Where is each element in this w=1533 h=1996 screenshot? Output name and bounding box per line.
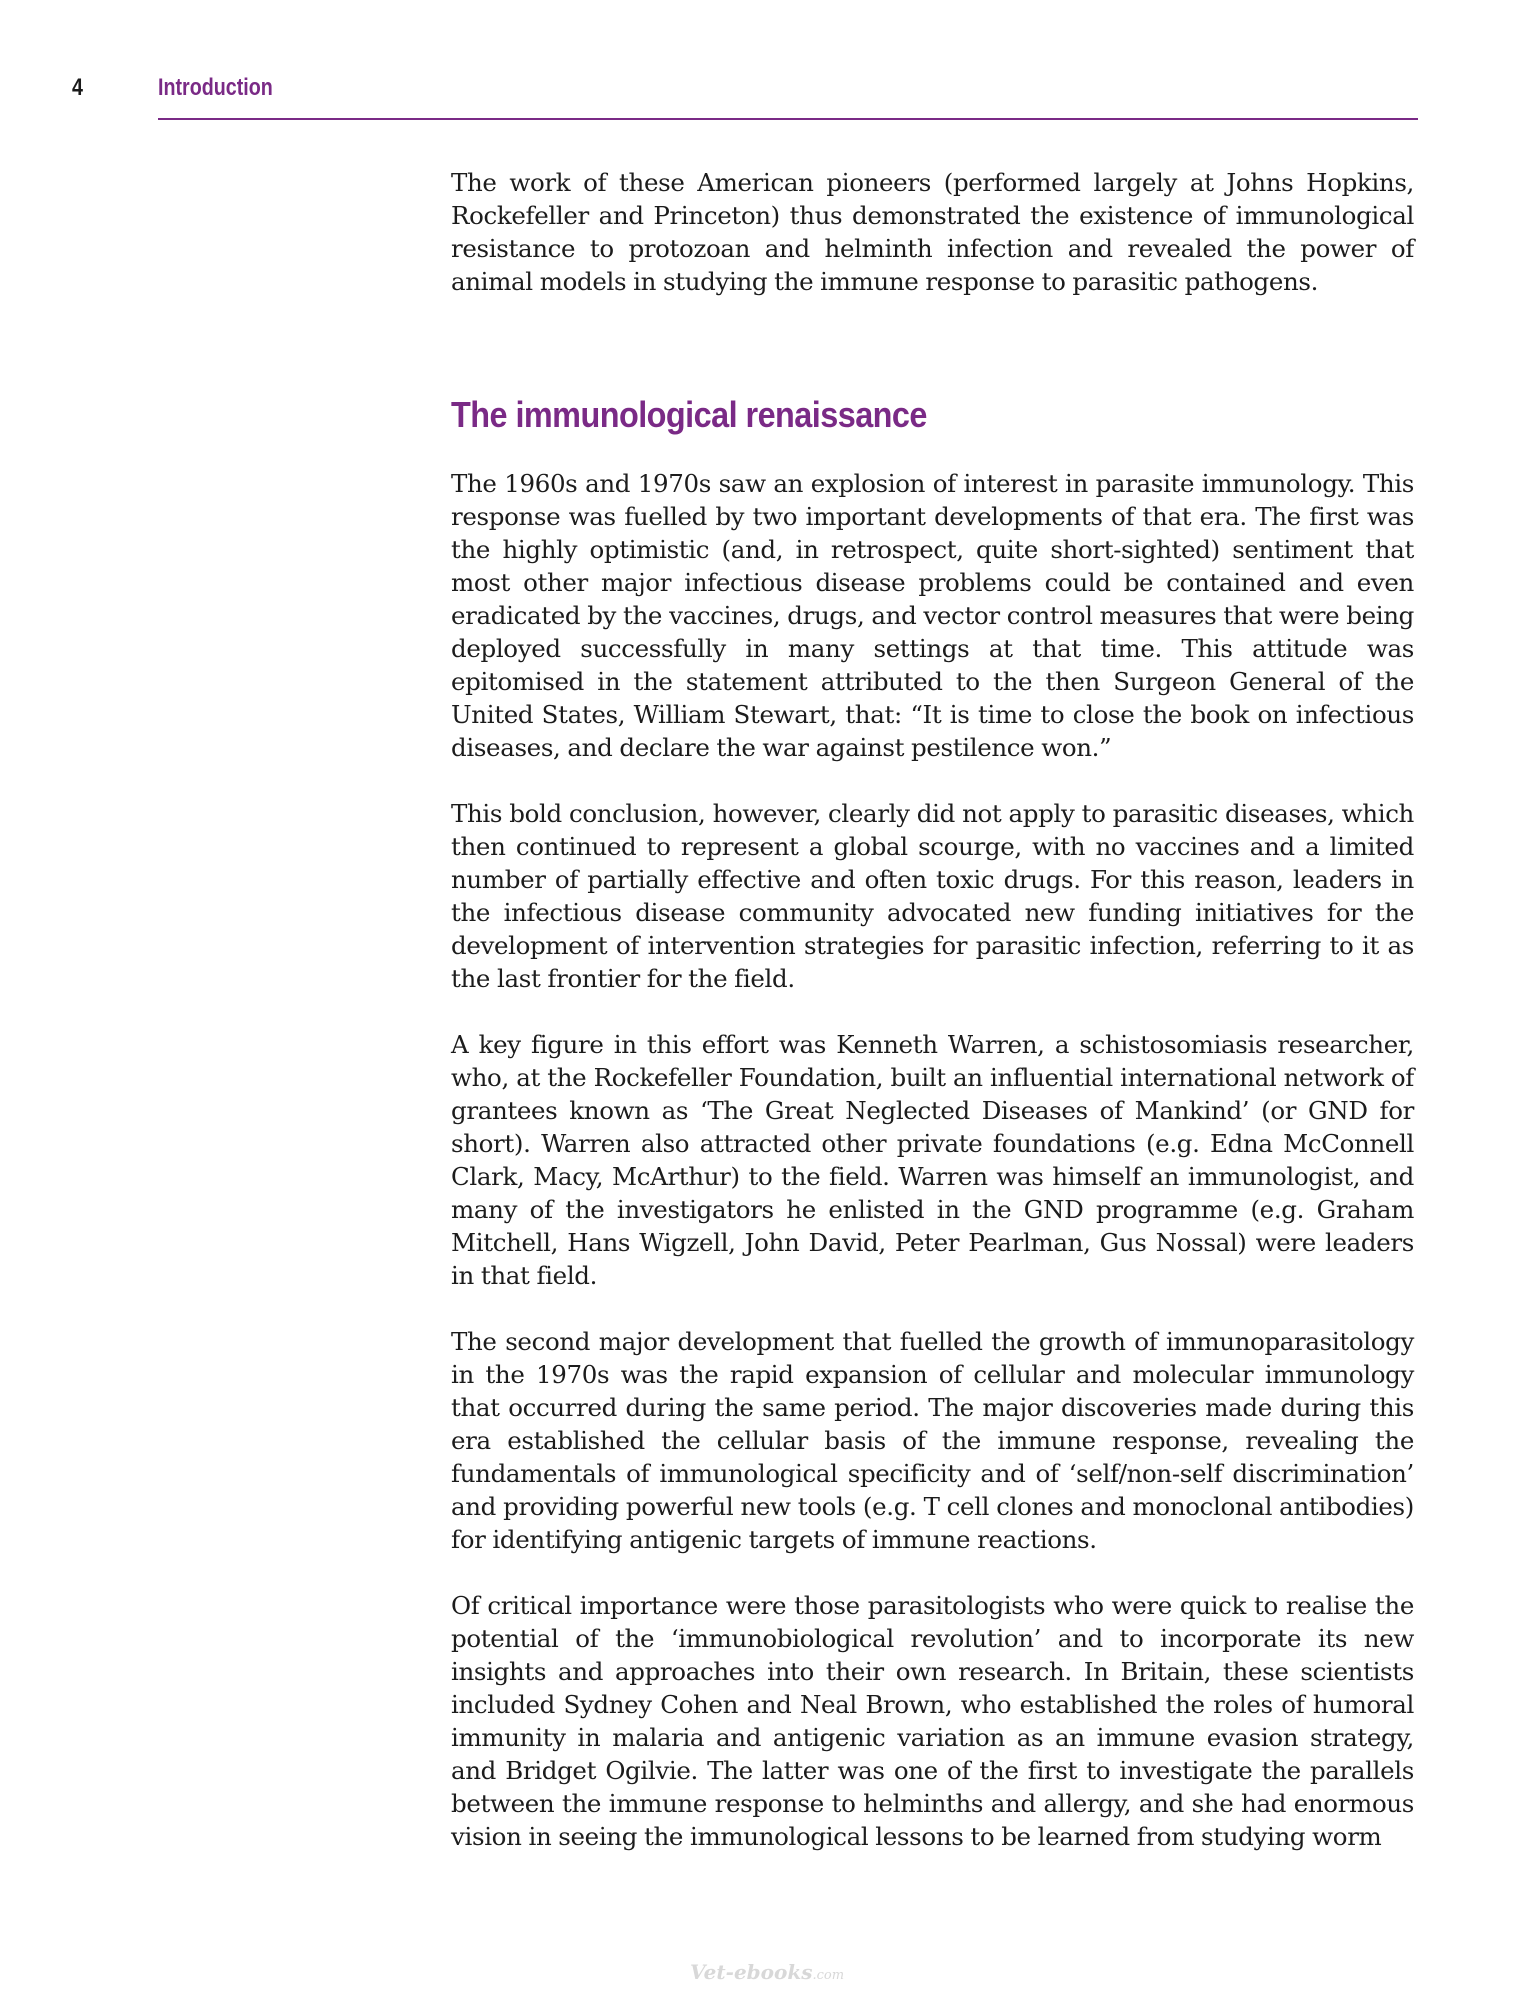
paragraph-5: The second major development that fuelled the growth of immunoparasitology in the 1970s was the rapid expansion of cellular and molecular immunology that occurred during the same period. The major discoveries made during this era established the cellular basis of the immune response, revealing the fundamentals of immunological specificity and of ‘self/non-self discrimination’ and providing powerful new tools (e.g. T cell clones and monoclonal antibodies) for identifying antigenic targets of immune reactions. [451, 1327, 1414, 1554]
watermark-text: Vet-ebooks [690, 1960, 813, 1984]
header-rule [158, 118, 1418, 120]
page-number: 4 [72, 74, 83, 101]
paragraph-2: The 1960s and 1970s saw an explosion of interest in parasite immunology. This response was fuelled by two important developments of that era. The first was the highly optimistic (and, in retrospect, quite short-sighted) sentiment that most other major infectious disease problems could be contained and even eradicated by the vaccines, drugs, and vector control measures that were being deployed successfully in many settings at that time. This attitude was epitomised in the statement attributed to the then Surgeon General of the United States, William Stewart, that: “It is time to close the book on infectious diseases, and declare the war against pestilence won.” [451, 469, 1414, 762]
paragraph-1: The work of these American pioneers (performed largely at Johns Hopkins, Rockefeller and Princeton) thus demonstrated the existence of immunological resistance to protozoan and helminth infection and revealed the power of animal models in studying the immune response to parasitic pathogens. [451, 168, 1414, 296]
paragraph-3: This bold conclusion, however, clearly did not apply to parasitic diseases, which then continued to represent a global scourge, with no vaccines and a limited number of partially effective and often toxic drugs. For this reason, leaders in the infectious disease community advocated new funding initiatives for the development of intervention strategies for parasitic infection, referring to it as the last frontier for the field. [451, 799, 1414, 993]
paragraph-6: Of critical importance were those parasitologists who were quick to realise the potential of the ‘immunobiological revolution’ and to incorporate its new insights and approaches into their own research. In Britain, these scientists included Sydney Cohen and Neal Brown, who established the roles of humoral immunity in malaria and antigenic variation as an immune evasion strategy, and Bridget Ogilvie. The latter was one of the first to investigate the parallels between the immune response to helminths and allergy, and she had enormous vision in seeing the immunological lessons to be learned from studying worm [451, 1591, 1414, 1851]
running-head: Introduction [158, 74, 273, 101]
watermark-domain: .com [812, 1968, 845, 1983]
page-header [72, 74, 1422, 120]
watermark-logo [690, 1960, 844, 1984]
main-content [451, 166, 1414, 1853]
paragraph-4: A key figure in this effort was Kenneth Warren, a schistosomiasis researcher, who, at the Rockefeller Foundation, built an influential international network of grantees known as ‘The Great Neglected Diseases of Mankind’ (or GND for short). Warren also attracted other private foundations (e.g. Edna McConnell Clark, Macy, McArthur) to the field. Warren was himself an immunologist, and many of the investigators he enlisted in the GND programme (e.g. Graham Mitchell, Hans Wigzell, John David, Peter Pearlman, Gus Nossal) were leaders in that field. [451, 1030, 1414, 1290]
section-heading: The immunological renaissance [451, 394, 927, 435]
